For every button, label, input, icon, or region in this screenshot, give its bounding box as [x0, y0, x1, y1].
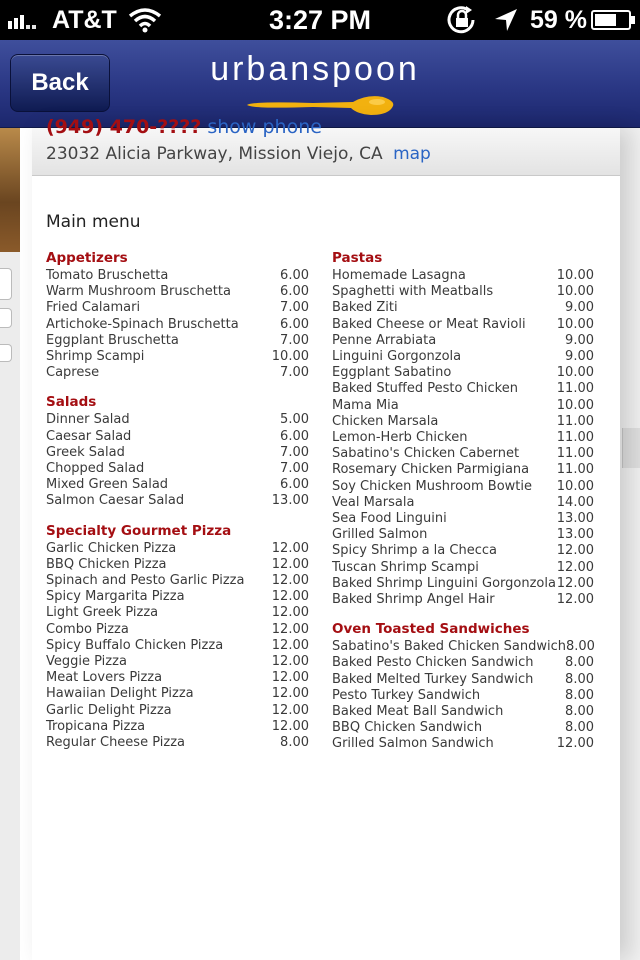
menu-item-name: Spicy Shrimp a la Checca	[332, 543, 497, 559]
phone-line	[46, 116, 322, 138]
menu-item-price: 11.00	[556, 446, 594, 462]
menu-item-price: 14.00	[556, 494, 594, 510]
menu-item-name: Meat Lovers Pizza	[46, 670, 163, 686]
menu-item	[46, 605, 309, 621]
menu-item	[332, 430, 594, 446]
menu-item	[332, 414, 594, 430]
menu-item	[46, 573, 309, 589]
menu-item	[46, 268, 309, 284]
menu-item-price: 13.00	[556, 527, 594, 543]
menu-item-price: 12.00	[556, 592, 594, 608]
menu-item-name: Penne Arrabiata	[332, 332, 437, 348]
menu-item-name: BBQ Chicken Sandwich	[332, 720, 483, 736]
menu-item	[332, 672, 594, 688]
menu-item-name: Light Greek Pizza	[46, 605, 159, 621]
menu-item-name: Chicken Marsala	[332, 413, 439, 429]
menu-item	[332, 381, 594, 397]
menu-item	[46, 445, 309, 461]
menu-item-price: 6.00	[280, 268, 309, 283]
menu-item-price: 12.00	[271, 589, 309, 605]
clock: 3:27 PM	[268, 5, 372, 35]
menu-item	[332, 543, 594, 559]
menu-item	[332, 268, 594, 284]
rotation-lock-icon	[446, 5, 478, 35]
menu-item-price: 8.00	[565, 687, 594, 703]
menu-item-name: Eggplant Sabatino	[332, 365, 452, 381]
menu-item-name: Veal Marsala	[332, 494, 415, 510]
menu-item	[46, 412, 309, 428]
menu-item-price: 8.00	[566, 639, 595, 655]
menu-item	[332, 639, 594, 655]
menu-item-price: 7.00	[280, 461, 309, 477]
menu-item-name: Grilled Salmon	[332, 527, 428, 543]
menu-item	[46, 317, 309, 333]
menu-item-name: Baked Shrimp Linguini Gorgonzola	[332, 575, 556, 591]
menu-item-price: 7.00	[280, 444, 309, 460]
address-text: 23032 Alicia Parkway, Mission Viejo, CA	[46, 144, 383, 164]
menu-item-price: 12.00	[271, 702, 309, 718]
menu-item-name: Garlic Chicken Pizza	[46, 540, 177, 556]
menu-item	[332, 688, 594, 704]
app-logo: urbanspoon	[210, 50, 420, 88]
menu-item-price: 9.00	[565, 300, 594, 316]
menu-item	[46, 557, 309, 573]
menu-item	[332, 736, 594, 752]
menu-item-name: Grilled Salmon Sandwich	[332, 736, 494, 752]
battery-icon	[591, 10, 631, 30]
menu-item	[46, 638, 309, 654]
section-title: Specialty Gourmet Pizza	[46, 522, 232, 539]
menu-item-price: 12.00	[271, 637, 309, 653]
background-page-strip-right	[620, 128, 640, 960]
carrier-label: AT&T	[52, 6, 117, 34]
battery-percent: 59 %	[530, 6, 587, 34]
background-page-strip	[0, 128, 20, 960]
menu-section	[332, 250, 594, 608]
menu-item	[332, 720, 594, 736]
menu-item-price: 7.00	[280, 332, 309, 348]
section-title: Pastas	[332, 250, 383, 266]
menu-item-name: Veggie Pizza	[46, 654, 127, 670]
menu-item-price: 10.00	[556, 478, 594, 494]
menu-item-name: Baked Stuffed Pesto Chicken	[332, 381, 518, 397]
menu-item-name: Caprese	[46, 365, 100, 381]
address-line	[46, 144, 431, 164]
menu-item-price: 11.00	[556, 462, 594, 478]
menu-item-price: 6.00	[280, 284, 309, 300]
menu-item	[46, 300, 309, 316]
menu-item-price: 13.00	[556, 511, 594, 527]
menu-item	[46, 493, 309, 509]
menu-item	[46, 622, 309, 638]
menu-item-price: 10.00	[556, 316, 594, 332]
menu-item-price: 13.00	[271, 493, 309, 509]
menu-section	[332, 621, 594, 752]
menu-item-name: Baked Pesto Chicken Sandwich	[332, 655, 534, 671]
menu-item-price: 12.00	[556, 736, 594, 752]
menu-item	[332, 576, 594, 592]
menu-item-price: 6.00	[280, 316, 309, 332]
restaurant-info-bar	[32, 116, 620, 176]
menu-item-price: 10.00	[556, 268, 594, 283]
menu-item-name: Spinach and Pesto Garlic Pizza	[46, 573, 245, 589]
menu-item-name: Soy Chicken Mushroom Bowtie	[332, 478, 532, 494]
menu-item-name: Baked Ziti	[332, 300, 398, 316]
menu-item-price: 7.00	[280, 365, 309, 381]
phone-number: (949) 470-????	[46, 116, 202, 138]
menu-item	[332, 479, 594, 495]
menu-item-price: 12.00	[271, 621, 309, 637]
menu-item-price: 8.00	[565, 720, 594, 736]
menu-item-name: Sabatino's Chicken Cabernet	[332, 446, 520, 462]
menu-item-name: Salmon Caesar Salad	[46, 493, 185, 509]
restaurant-photo	[0, 128, 20, 252]
spoon-icon	[243, 92, 397, 118]
back-button[interactable]: Back	[10, 54, 110, 112]
menu-item-name: Artichoke-Spinach Bruschetta	[46, 316, 239, 332]
menu-item-name: Shrimp Scampi	[46, 349, 145, 365]
menu-item-name: Lemon-Herb Chicken	[332, 430, 468, 446]
menu-item-name: Homemade Lasagna	[332, 268, 466, 283]
menu-item-price: 12.00	[271, 670, 309, 686]
menu-item	[46, 461, 309, 477]
show-phone-link[interactable]: show phone	[207, 116, 322, 138]
menu-item-price: 8.00	[565, 704, 594, 720]
menu-item	[332, 317, 594, 333]
menu-item-name: Chopped Salad	[46, 461, 145, 477]
menu-item-price: 6.00	[280, 428, 309, 444]
menu-item	[332, 300, 594, 316]
menu-item	[332, 462, 594, 478]
menu-item	[332, 704, 594, 720]
status-bar	[0, 0, 640, 40]
background-button	[0, 308, 12, 328]
background-field	[0, 268, 12, 300]
menu-item-name: Rosemary Chicken Parmigiana	[332, 462, 530, 478]
menu-item-name: Eggplant Bruschetta	[46, 332, 179, 348]
menu-item-price: 12.00	[271, 605, 309, 621]
menu-title: Main menu	[46, 212, 141, 232]
menu-item	[332, 495, 594, 511]
menu-item-name: Mama Mia	[332, 397, 399, 413]
menu-item-price: 11.00	[556, 413, 594, 429]
menu-item-price: 10.00	[271, 349, 309, 365]
menu-item-name: Linguini Gorgonzola	[332, 349, 462, 365]
menu-item	[46, 686, 309, 702]
menu-item	[46, 333, 309, 349]
menu-item	[46, 477, 309, 493]
menu-item-name: Baked Cheese or Meat Ravioli	[332, 316, 526, 332]
menu-item-price: 12.00	[271, 540, 309, 556]
menu-item-name: Spaghetti with Meatballs	[332, 284, 494, 300]
menu-item-name: BBQ Chicken Pizza	[46, 556, 167, 572]
menu-item-name: Spicy Margarita Pizza	[46, 589, 185, 605]
menu-section	[46, 523, 309, 752]
menu-item	[46, 284, 309, 300]
menu-item-price: 9.00	[565, 349, 594, 365]
menu-item	[46, 541, 309, 557]
menu-item-price: 10.00	[556, 365, 594, 381]
background-button	[0, 344, 12, 362]
menu-page	[32, 116, 620, 960]
menu-item	[46, 670, 309, 686]
menu-item-price: 12.00	[556, 543, 594, 559]
menu-item-name: Regular Cheese Pizza	[46, 735, 185, 751]
background-tab	[622, 428, 640, 468]
menu-item	[46, 365, 309, 381]
menu-item-price: 8.00	[280, 735, 309, 751]
nav-bar	[0, 40, 640, 128]
menu-section	[46, 250, 309, 381]
menu-item	[46, 589, 309, 605]
menu-item-price: 11.00	[556, 430, 594, 446]
menu-item	[46, 703, 309, 719]
menu-item-name: Mixed Green Salad	[46, 477, 169, 493]
menu-item-name: Warm Mushroom Bruschetta	[46, 284, 231, 300]
menu-item-name: Baked Meat Ball Sandwich	[332, 704, 504, 720]
menu-item-price: 10.00	[556, 284, 594, 300]
menu-item	[332, 655, 594, 671]
menu-item-price: 9.00	[565, 332, 594, 348]
menu-item-price: 8.00	[565, 655, 594, 671]
map-link[interactable]: map	[393, 144, 431, 164]
menu-column-left	[46, 250, 309, 764]
menu-item-name: Caesar Salad	[46, 428, 132, 444]
menu-item	[332, 527, 594, 543]
menu-item-price: 12.00	[556, 575, 594, 591]
menu-item-name: Tropicana Pizza	[46, 718, 146, 734]
menu-item-price: 6.00	[280, 477, 309, 493]
menu-item-price: 10.00	[556, 397, 594, 413]
menu-item	[46, 349, 309, 365]
menu-item-price: 12.00	[271, 654, 309, 670]
location-arrow-icon	[493, 7, 519, 33]
menu-item-name: Spicy Buffalo Chicken Pizza	[46, 637, 224, 653]
menu-section	[46, 394, 309, 509]
menu-item	[332, 333, 594, 349]
menu-item-name: Sabatino's Baked Chicken Sandwich	[332, 639, 566, 655]
menu-item-price: 12.00	[271, 686, 309, 702]
battery-fill	[595, 14, 616, 26]
menu-item-name: Combo Pizza	[46, 621, 129, 637]
menu-item-price: 5.00	[280, 412, 309, 428]
menu-item-name: Garlic Delight Pizza	[46, 702, 172, 718]
menu-item-name: Fried Calamari	[46, 300, 141, 316]
menu-item	[332, 349, 594, 365]
menu-item-price: 8.00	[565, 671, 594, 687]
menu-item	[332, 365, 594, 381]
menu-item-name: Hawaiian Delight Pizza	[46, 686, 194, 702]
menu-item	[332, 446, 594, 462]
menu-item-price: 12.00	[556, 559, 594, 575]
menu-item	[46, 654, 309, 670]
menu-item	[46, 719, 309, 735]
menu-item-price: 12.00	[271, 718, 309, 734]
menu-item-name: Greek Salad	[46, 444, 125, 460]
section-title: Salads	[46, 394, 97, 411]
menu-item	[332, 284, 594, 300]
menu-item-name: Dinner Salad	[46, 412, 130, 428]
section-title: Oven Toasted Sandwiches	[332, 621, 530, 638]
menu-item	[332, 398, 594, 414]
menu-item	[46, 429, 309, 445]
menu-item-price: 7.00	[280, 300, 309, 316]
menu-item-price: 11.00	[556, 381, 594, 397]
menu-item	[332, 592, 594, 608]
menu-item	[332, 511, 594, 527]
section-title: Appetizers	[46, 250, 128, 266]
menu-item-name: Tomato Bruschetta	[46, 268, 169, 283]
menu-item-price: 12.00	[271, 556, 309, 572]
menu-item-name: Baked Melted Turkey Sandwich	[332, 671, 534, 687]
menu-column-right	[332, 250, 594, 766]
menu-item-price: 12.00	[271, 573, 309, 589]
menu-item	[332, 560, 594, 576]
menu-item-name: Baked Shrimp Angel Hair	[332, 592, 495, 608]
menu-item-name: Tuscan Shrimp Scampi	[332, 559, 479, 575]
menu-item	[46, 735, 309, 751]
menu-item-name: Sea Food Linguini	[332, 511, 447, 527]
menu-item-name: Pesto Turkey Sandwich	[332, 687, 481, 703]
